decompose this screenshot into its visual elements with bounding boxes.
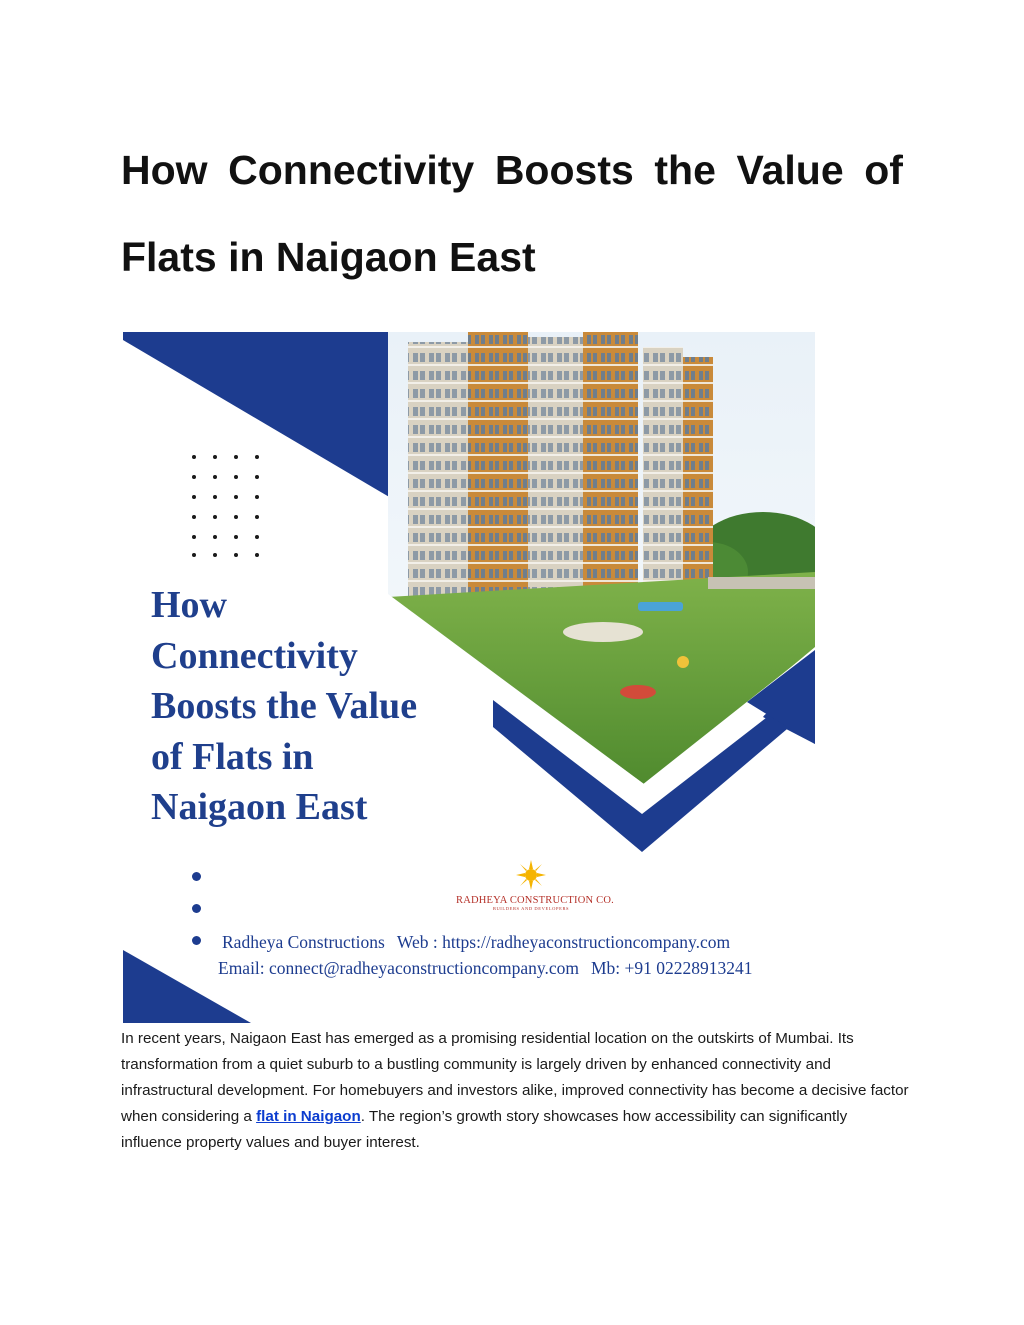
- contact-mobile: Mb: +91 02228913241: [590, 958, 753, 978]
- intro-text: In recent years, Naigaon East has emerged as a promising residential location on the outskirts of Mumbai. Its transformation from a quiet suburb to a bustling community is largely driven by enhanced connectivity and infrastructural development. For homebuyers and investors alike, improved connectivity has become a decisive factor when considering a: [121, 1030, 909, 1125]
- logo-tagline: BUILDERS AND DEVELOPERS: [492, 906, 570, 911]
- title-word: of: [864, 147, 903, 193]
- bullet-dot: [192, 904, 201, 913]
- contact-email: Email: connect@radheyaconstructioncompany.com: [218, 958, 579, 978]
- company-logo: [456, 860, 614, 911]
- bullet-dot: [192, 872, 201, 881]
- banner-heading-line: How: [151, 584, 227, 626]
- promo-banner-image: [123, 332, 815, 1023]
- banner-heading-line: Naigaon East: [151, 786, 368, 828]
- page-title-line-2: Flats in Naigaon East: [121, 234, 536, 280]
- banner-heading-line: Connectivity: [151, 634, 358, 677]
- title-word: the: [654, 147, 716, 193]
- bullet-dot: [192, 936, 201, 945]
- title-word: Connectivity: [228, 147, 475, 193]
- title-word: Boosts: [494, 147, 634, 193]
- banner-heading: [151, 580, 417, 833]
- contact-company: Radheya Constructions: [222, 932, 385, 952]
- intro-text-end: . The region’s growth story showcases how accessibility can significantly influence property values and buyer interest.: [121, 1108, 848, 1151]
- contact-block: [218, 929, 753, 981]
- banner-heading-line: of Flats in: [151, 735, 314, 778]
- banner-heading-line: Boosts the Value: [151, 685, 418, 727]
- contact-web: Web : https://radheyaconstructioncompany.com: [396, 932, 731, 952]
- decorative-dot-grid: [191, 454, 261, 558]
- page-title-line-1: [121, 145, 903, 195]
- title-word: How: [121, 147, 208, 193]
- flat-in-naigaon-link[interactable]: flat in Naigaon: [256, 1108, 361, 1125]
- banner-bullets: [192, 872, 201, 968]
- sun-logo-icon: [516, 860, 546, 890]
- title-word: Value: [736, 147, 844, 193]
- logo-company-name: RADHEYA CONSTRUCTION CO.: [456, 895, 614, 906]
- intro-paragraph: [121, 1026, 911, 1156]
